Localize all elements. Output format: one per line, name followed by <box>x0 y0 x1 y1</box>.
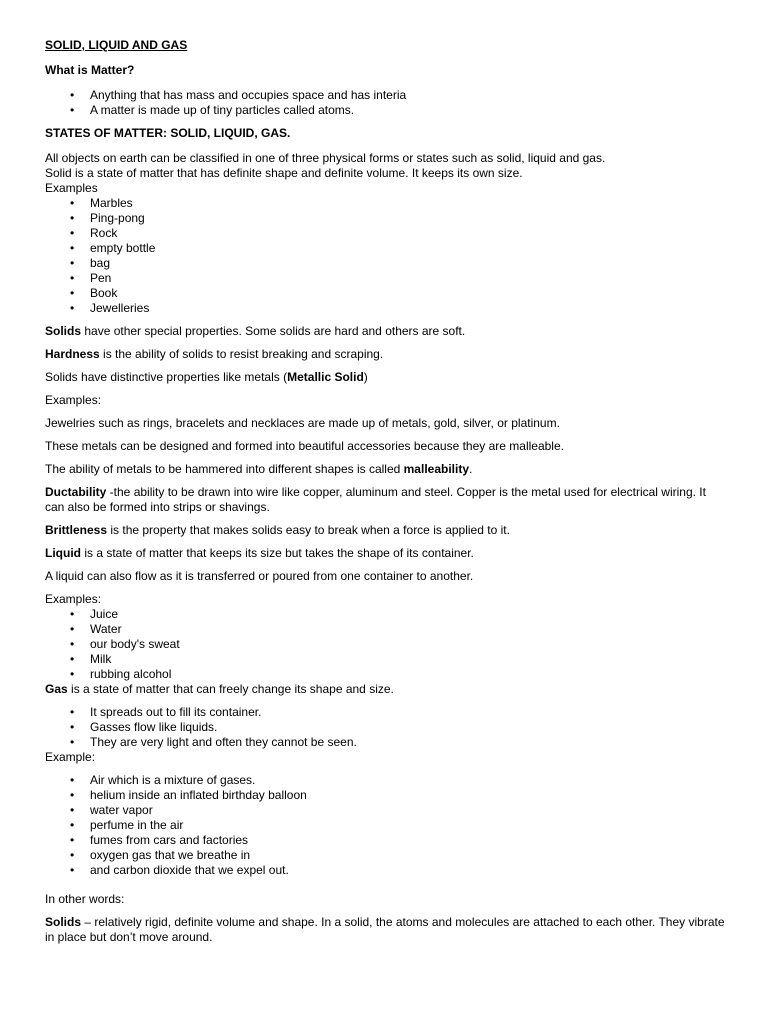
in-other-words-label: In other words: <box>45 892 125 906</box>
list-item: • empty bottle <box>90 241 728 256</box>
gas-examples-list <box>45 773 728 878</box>
example-label: Example: <box>45 750 96 764</box>
list-item: • Gasses flow like liquids. <box>90 720 728 735</box>
gas-properties-list <box>45 705 728 750</box>
intro-paragraph: All objects on earth can be classified in one of three physical forms or states such as solid, liquid and gas. <box>45 151 606 165</box>
list-item: • and carbon dioxide that we expel out. <box>90 863 728 878</box>
list-item: • They are very light and often they cannot be seen. <box>90 735 728 750</box>
states-heading: STATES OF MATTER: SOLID, LIQUID, GAS. <box>45 126 291 140</box>
examples-label: Examples: <box>45 592 102 606</box>
term-hardness: Hardness <box>45 347 100 361</box>
paragraph-text: is a state of matter that keeps its size but takes the shape of its container. <box>81 546 474 560</box>
list-item: • Pen <box>90 271 728 286</box>
list-item: • our body's sweat <box>90 637 728 652</box>
list-item: • fumes from cars and factories <box>90 833 728 848</box>
hardness-paragraph <box>45 347 728 362</box>
paragraph-text: -the ability to be drawn into wire like copper, aluminum and steel. Copper is the metal used for electrical wiring. It can also be formed into strips or shavings. <box>45 485 706 514</box>
solids-properties-paragraph <box>45 324 728 339</box>
list-item: • Juice <box>90 607 728 622</box>
paragraph-text: is the property that makes solids easy to break when a force is applied to it. <box>107 523 510 537</box>
list-item: • bag <box>90 256 728 271</box>
list-item: • It spreads out to fill its container. <box>90 705 728 720</box>
list-item: • helium inside an inflated birthday balloon <box>90 788 728 803</box>
jewelries-paragraph: Jewelries such as rings, bracelets and necklaces are made up of metals, gold, silver, or platinum. <box>45 416 560 430</box>
list-item: • rubbing alcohol <box>90 667 728 682</box>
list-item: • Marbles <box>90 196 728 211</box>
term-solids-summary: Solids <box>45 915 82 929</box>
term-brittleness: Brittleness <box>45 523 108 537</box>
malleability-paragraph <box>45 462 728 477</box>
liquid-examples-list <box>45 607 728 682</box>
list-item: • water vapor <box>90 803 728 818</box>
spacer <box>45 878 728 892</box>
term-solids: Solids <box>45 324 82 338</box>
paragraph-text: Solids have distinctive properties like metals ( <box>45 370 288 384</box>
term-gas: Gas <box>45 682 68 696</box>
list-item: • Ping-pong <box>90 211 728 226</box>
liquid-flow-paragraph: A liquid can also flow as it is transferred or poured from one container to another. <box>45 569 474 583</box>
solids-summary-paragraph <box>45 915 728 945</box>
designed-paragraph: These metals can be designed and formed into beautiful accessories because they are malleable. <box>45 439 564 453</box>
paragraph-text: is a state of matter that can freely change its shape and size. <box>67 682 394 696</box>
list-item: • perfume in the air <box>90 818 728 833</box>
matter-bullet-list <box>45 88 728 118</box>
list-item: • Air which is a mixture of gases. <box>90 773 728 788</box>
term-ductability: Ductability <box>45 485 107 499</box>
paragraph-text: is the ability of solids to resist breaking and scraping. <box>99 347 384 361</box>
solid-definition: Solid is a state of matter that has definite shape and definite volume. It keeps its own size. <box>45 166 523 180</box>
list-item: • Rock <box>90 226 728 241</box>
gas-paragraph <box>45 682 728 697</box>
examples-label: Examples <box>45 181 98 195</box>
term-metallic-solid: Metallic Solid <box>287 370 364 384</box>
ductability-paragraph <box>45 485 728 515</box>
examples-label: Examples: <box>45 393 102 407</box>
paragraph-text: The ability of metals to be hammered into different shapes is called <box>45 462 404 476</box>
metallic-paragraph <box>45 370 728 385</box>
list-item: • A matter is made up of tiny particles called atoms. <box>90 103 728 118</box>
paragraph-text: . <box>469 462 473 476</box>
list-item: • Milk <box>90 652 728 667</box>
document-title: SOLID, LIQUID AND GAS <box>45 38 188 52</box>
paragraph-text: – relatively rigid, definite volume and shape. In a solid, the atoms and molecules are attached to each other. They vibrate in place but don’t move around. <box>45 915 725 944</box>
list-item: • Jewelleries <box>90 301 728 316</box>
solid-examples-list <box>45 196 728 316</box>
list-item: • Water <box>90 622 728 637</box>
paragraph-text: have other special properties. Some solids are hard and others are soft. <box>81 324 466 338</box>
term-malleability: malleability <box>403 462 470 476</box>
liquid-paragraph <box>45 546 728 561</box>
paragraph-text: ) <box>363 370 368 384</box>
matter-heading: What is Matter? <box>45 63 135 77</box>
list-item: • Book <box>90 286 728 301</box>
brittleness-paragraph <box>45 523 728 538</box>
list-item: • oxygen gas that we breathe in <box>90 848 728 863</box>
term-liquid: Liquid <box>45 546 81 560</box>
list-item: • Anything that has mass and occupies space and has interia <box>90 88 728 103</box>
